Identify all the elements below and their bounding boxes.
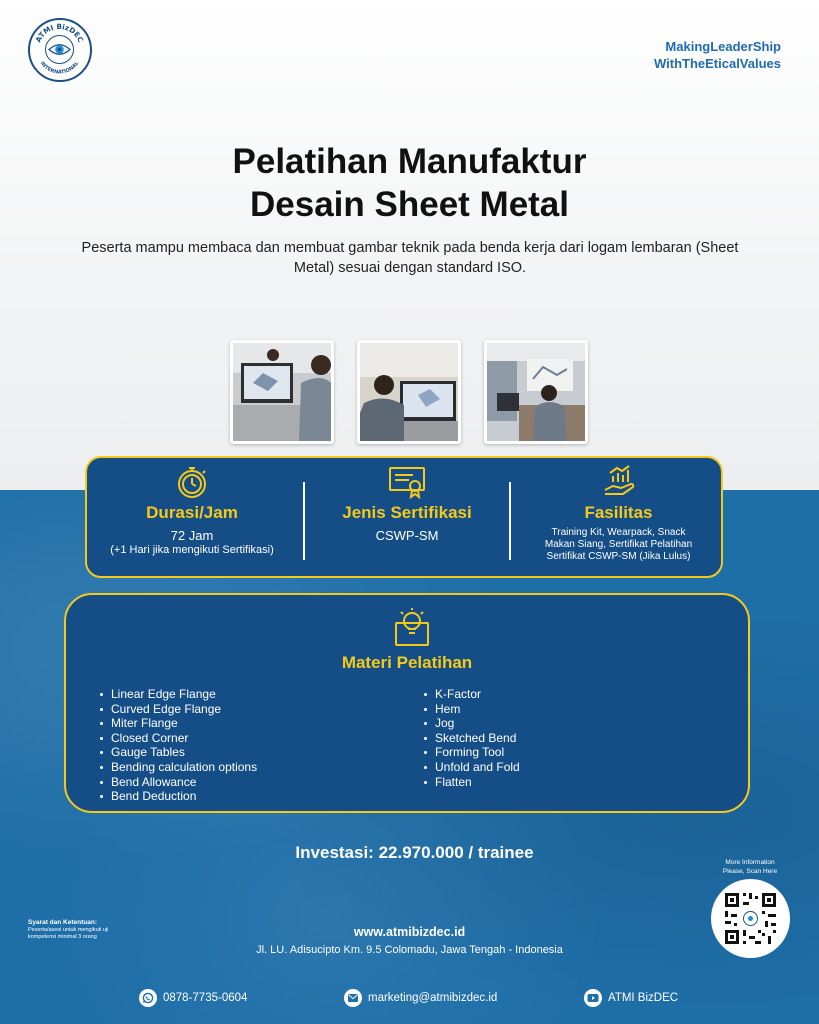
page-subtitle: Peserta mampu membaca dan membuat gambar teknik pada benda kerja dari logam lembaran (Sheet Metal) sesuai dengan standard ISO.: [81, 240, 739, 276]
durasi-section: [87, 458, 297, 576]
fasilitas-heading: Fasilitas: [584, 503, 653, 522]
website-link[interactable]: www.atmibizdec.id: [353, 925, 466, 939]
fasilitas-line: Makan Siang, Sertifikat Pelatihan: [544, 539, 693, 550]
materi-list-right: [422, 687, 520, 789]
youtube-icon: [584, 989, 602, 1007]
sertifikasi-section: [302, 458, 512, 576]
page-title: [0, 140, 819, 226]
list-item: Jog: [422, 716, 520, 731]
svg-text:ATMI BizDEC: [34, 22, 86, 44]
atmi-bizdec-logo: [28, 18, 92, 82]
investasi-price: Investasi: 22.970.000 / trainee: [295, 843, 534, 862]
sertifikasi-heading: Jenis Sertifikasi: [342, 503, 472, 522]
list-item: Flatten: [422, 775, 520, 790]
certificate-icon: [387, 464, 427, 505]
growth-hand-icon: [601, 464, 637, 505]
terms-line: kompetensi minimal 3 orang: [28, 934, 97, 940]
title-line1: Pelatihan Manufaktur: [232, 142, 587, 181]
lightbulb-board-icon: [394, 607, 430, 652]
durasi-heading: Durasi/Jam: [146, 503, 238, 522]
durasi-value: 72 Jam: [170, 528, 214, 543]
fasilitas-section: [512, 458, 725, 576]
list-item: Bend Allowance: [98, 775, 257, 790]
whatsapp-icon: [139, 989, 157, 1007]
logo-text-top: ATMI BizDEC: [33, 21, 86, 44]
list-item: Forming Tool: [422, 745, 520, 760]
youtube-channel: ATMI BizDEC: [608, 992, 679, 1004]
terms-heading: Syarat dan Ketentuan:: [28, 919, 97, 926]
mail-icon: [344, 989, 362, 1007]
training-photo-3: [484, 340, 588, 444]
info-box: [85, 456, 723, 578]
tagline: [654, 38, 781, 72]
training-photo-1: [230, 340, 334, 444]
stopwatch-icon: [174, 464, 210, 505]
materi-list-left: [98, 687, 257, 804]
list-item: Curved Edge Flange: [98, 702, 257, 717]
address: Jl. LU. Adisucipto Km. 9.5 Colomadu, Jawa Tengah - Indonesia: [256, 944, 563, 956]
list-item: Bend Deduction: [98, 789, 257, 804]
materi-heading: Materi Pelatihan: [341, 653, 473, 672]
durasi-note: (+1 Hari jika mengikuti Sertifikasi): [110, 544, 274, 556]
youtube-contact[interactable]: [584, 989, 678, 1007]
fasilitas-line: Sertifikat CSWP-SM (Jika Lulus): [546, 551, 691, 562]
fasilitas-line: Training Kit, Wearpack, Snack: [551, 527, 686, 538]
list-item: Bending calculation options: [98, 760, 257, 775]
list-item: Linear Edge Flange: [98, 687, 257, 702]
qr-caption: [704, 858, 796, 876]
whatsapp-contact[interactable]: [139, 989, 247, 1007]
materi-box: [64, 593, 750, 813]
email-contact[interactable]: [344, 989, 497, 1007]
tagline-line2: WithTheEticalValues: [653, 56, 781, 71]
list-item: Hem: [422, 702, 520, 717]
list-item: Gauge Tables: [98, 745, 257, 760]
terms-line: Peserta/asesi untuk mengikuti uji: [28, 927, 109, 933]
phone-number: 0878-7735-0604: [163, 992, 248, 1004]
list-item: Closed Corner: [98, 731, 257, 746]
list-item: Miter Flange: [98, 716, 257, 731]
title-line2: Desain Sheet Metal: [250, 185, 569, 224]
email-address: marketing@atmibizdec.id: [368, 992, 498, 1004]
qr-caption-line1: More Information: [725, 859, 775, 866]
svg-text:INTERNATIONAL: [39, 60, 81, 76]
list-item: Sketched Bend: [422, 731, 520, 746]
qr-caption-line2: Please, Scan Here: [722, 868, 778, 875]
training-photo-2: [357, 340, 461, 444]
list-item: Unfold and Fold: [422, 760, 520, 775]
list-item: K-Factor: [422, 687, 520, 702]
logo-text-bottom: INTERNATIONAL: [38, 60, 81, 76]
tagline-line1: MakingLeaderShip: [665, 39, 781, 54]
sertifikasi-value: CSWP-SM: [375, 528, 439, 543]
